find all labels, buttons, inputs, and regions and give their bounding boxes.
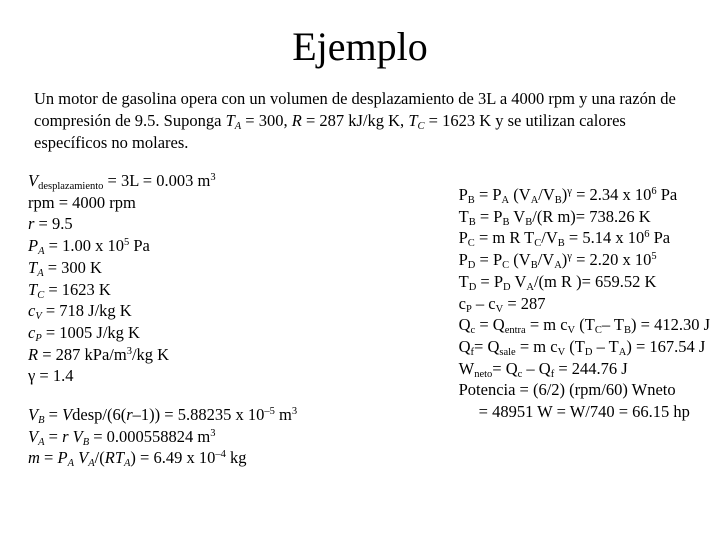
results [360, 184, 710, 423]
given-gamma: γ = 1.4 [28, 366, 74, 386]
result-potencia-value: = 48951 W = W/740 = 66.15 hp [478, 402, 690, 422]
given-data [28, 170, 358, 387]
slide-title: Ejemplo [292, 24, 428, 69]
given-rpm: rpm = 4000 rpm [28, 192, 136, 212]
result-td: $T_D = P_D$ $V_A/(m$ R )= 659.52 K [458, 271, 657, 293]
result-qf: $Q_f= Q_{sale} = m$ $c_V$ $(T_D - T_A) = 167.54$ J [458, 336, 706, 358]
derived-mass: $m = P_A$ $V_A/(RT_A) = 6.49$ x $10^{-4}$ kg [28, 448, 247, 470]
given-gas-constant: R = 287 kPa/$m^3/kg$ K [28, 344, 170, 364]
problem-statement: Un motor de gasolina opera con un volumen de desplazamiento de 3L a 4000 rpm y una razón de compresión de 9.5. Suponga $T_A = 300$, R = 287 kJ/kg K, $T_C = 1623$ K y se utilizan calores específicos no molares. [34, 89, 676, 152]
result-pc: $P_C = m$ R $T_C/V_B = 5.14$ x $10^6$ Pa [458, 228, 671, 250]
given-ta: $T_A = 300$ K [28, 257, 102, 279]
given-tc: $T_C = 1623$ K [28, 279, 111, 301]
given-cp: $c_P = 1005$ J/kg K [28, 322, 140, 344]
derived-va: $V_A = r$ $V_B = 0.000558824$ $m^3$ [28, 426, 216, 448]
result-qc: $Q_c = Q_{entra} = m$ $c_V$ ($T_C-$ $T_B) = 412.30$ J [458, 315, 710, 337]
result-cp-minus-cv: $c_P - c_V = 287$ [458, 293, 546, 315]
given-cv: $c_V = 718$ J/kg K [28, 301, 132, 323]
given-compression-ratio: r = 9.5 [28, 214, 73, 234]
result-pb: $P_B = P_A$ $(V_A/V_B)^\gamma = 2.34$ x $10^6$ Pa [458, 185, 678, 206]
derived-vb: $V_B$ = Vdesp/(6(r–1)) = 5.88235 x $10^{-5}$ $m^3$ [28, 405, 298, 426]
result-tb: $T_B = P_B$ $V_B/(R$ m)= 738.26 K [458, 206, 651, 228]
result-wneto: $W_{neto}= Q_c - Q_f = 244.76$ J [458, 358, 628, 380]
result-potencia: Potencia = (6/2) (rpm/60) Wneto [458, 380, 676, 400]
derived-values [28, 404, 368, 469]
result-pd: $P_D = P_C$ $(V_B/V_A)^\gamma = 2.20$ x $10^5$ [458, 250, 657, 272]
given-pa: $P_A = 1.00$ x $10^5$ Pa [28, 236, 150, 258]
given-displacement: $V_{desplazamiento} = 3L = 0.003$ $m^3$ [28, 171, 216, 192]
